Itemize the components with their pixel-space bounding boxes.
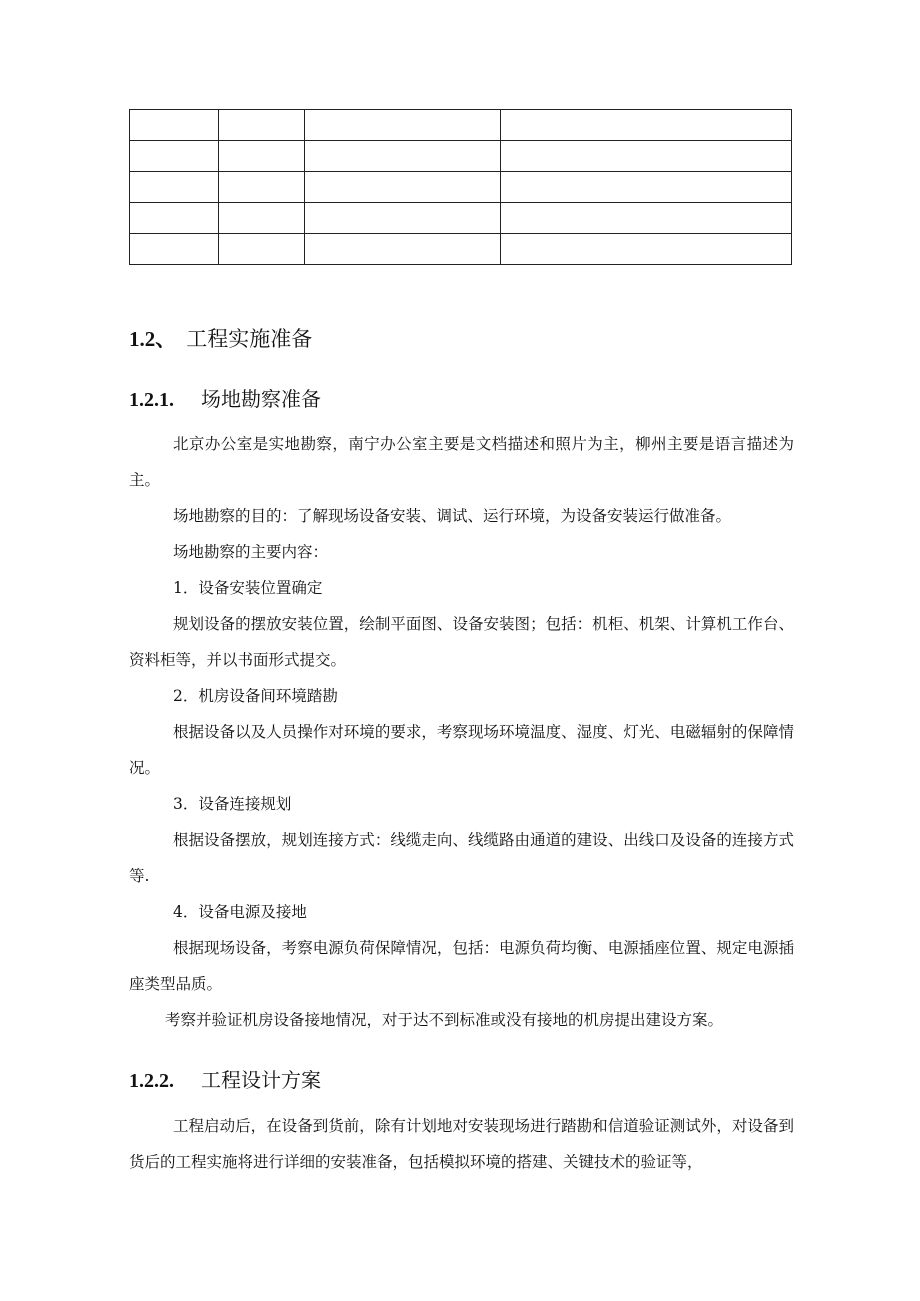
paragraph: 根据现场设备，考察电源负荷保障情况，包括：电源负荷均衡、电源插座位置、规定电源插座类型品质。	[129, 939, 794, 993]
table-row	[130, 110, 792, 141]
data-table	[129, 109, 792, 265]
table-cell	[219, 234, 305, 265]
paragraph: 北京办公室是实地勘察，南宁办公室主要是文档描述和照片为主，柳州主要是语言描述为主。	[129, 435, 794, 489]
list-item-title: 2．机房设备间环境踏勘	[173, 687, 338, 705]
table-cell	[305, 110, 501, 141]
paragraph: 规划设备的摆放安装位置，绘制平面图、设备安装图；包括：机柜、机架、计算机工作台、资料柜等，并以书面形式提交。	[129, 615, 794, 669]
paragraph: 场地勘察的主要内容：	[173, 543, 329, 561]
subsection-title: 场地勘察准备	[201, 387, 321, 411]
subsection-title: 工程设计方案	[201, 1068, 321, 1092]
table-cell	[501, 110, 792, 141]
table-cell	[219, 203, 305, 234]
table-cell	[501, 172, 792, 203]
paragraph: 工程启动后，在设备到货前，除有计划地对安装现场进行踏勘和信道验证测试外，对设备到货后的工程实施将进行详细的安装准备，包括模拟环境的搭建、关键技术的验证等，	[129, 1117, 794, 1171]
table-cell	[130, 203, 219, 234]
paragraph: 根据设备摆放，规划连接方式：线缆走向、线缆路由通道的建设、出线口及设备的连接方式等.	[129, 831, 794, 885]
paragraph: 根据设备以及人员操作对环境的要求，考察现场环境温度、湿度、灯光、电磁辐射的保障情况。	[129, 723, 794, 777]
paragraph: 场地勘察的目的：了解现场设备安装、调试、运行环境，为设备安装运行做准备。	[173, 507, 732, 525]
table-cell	[501, 203, 792, 234]
subsection-number: 1.2.1.	[129, 389, 174, 411]
table-cell	[130, 110, 219, 141]
table-cell	[305, 203, 501, 234]
table-cell	[305, 172, 501, 203]
table-cell	[130, 172, 219, 203]
table-cell	[501, 141, 792, 172]
section-heading	[129, 323, 312, 353]
section-title: 工程实施准备	[186, 327, 313, 351]
table-cell	[305, 234, 501, 265]
table-row	[130, 234, 792, 265]
table-cell	[501, 234, 792, 265]
table-row	[130, 203, 792, 234]
table-cell	[305, 141, 501, 172]
list-item-title: 1．设备安装位置确定	[173, 579, 323, 597]
list-item-title: 3．设备连接规划	[173, 795, 292, 813]
table-cell	[130, 141, 219, 172]
list-item-title: 4．设备电源及接地	[173, 903, 307, 921]
table-cell	[130, 234, 219, 265]
subsection-heading-site-survey	[129, 383, 321, 412]
table-row	[130, 141, 792, 172]
table-cell	[219, 110, 305, 141]
table-cell	[219, 172, 305, 203]
subsection-heading-design-plan	[129, 1064, 321, 1093]
subsection-number: 1.2.2.	[129, 1070, 174, 1092]
table-row	[130, 172, 792, 203]
table-cell	[219, 141, 305, 172]
section-number: 1.2、	[129, 327, 177, 351]
paragraph: 考察并验证机房设备接地情况，对于达不到标准或没有接地的机房提出建设方案。	[165, 1011, 724, 1029]
